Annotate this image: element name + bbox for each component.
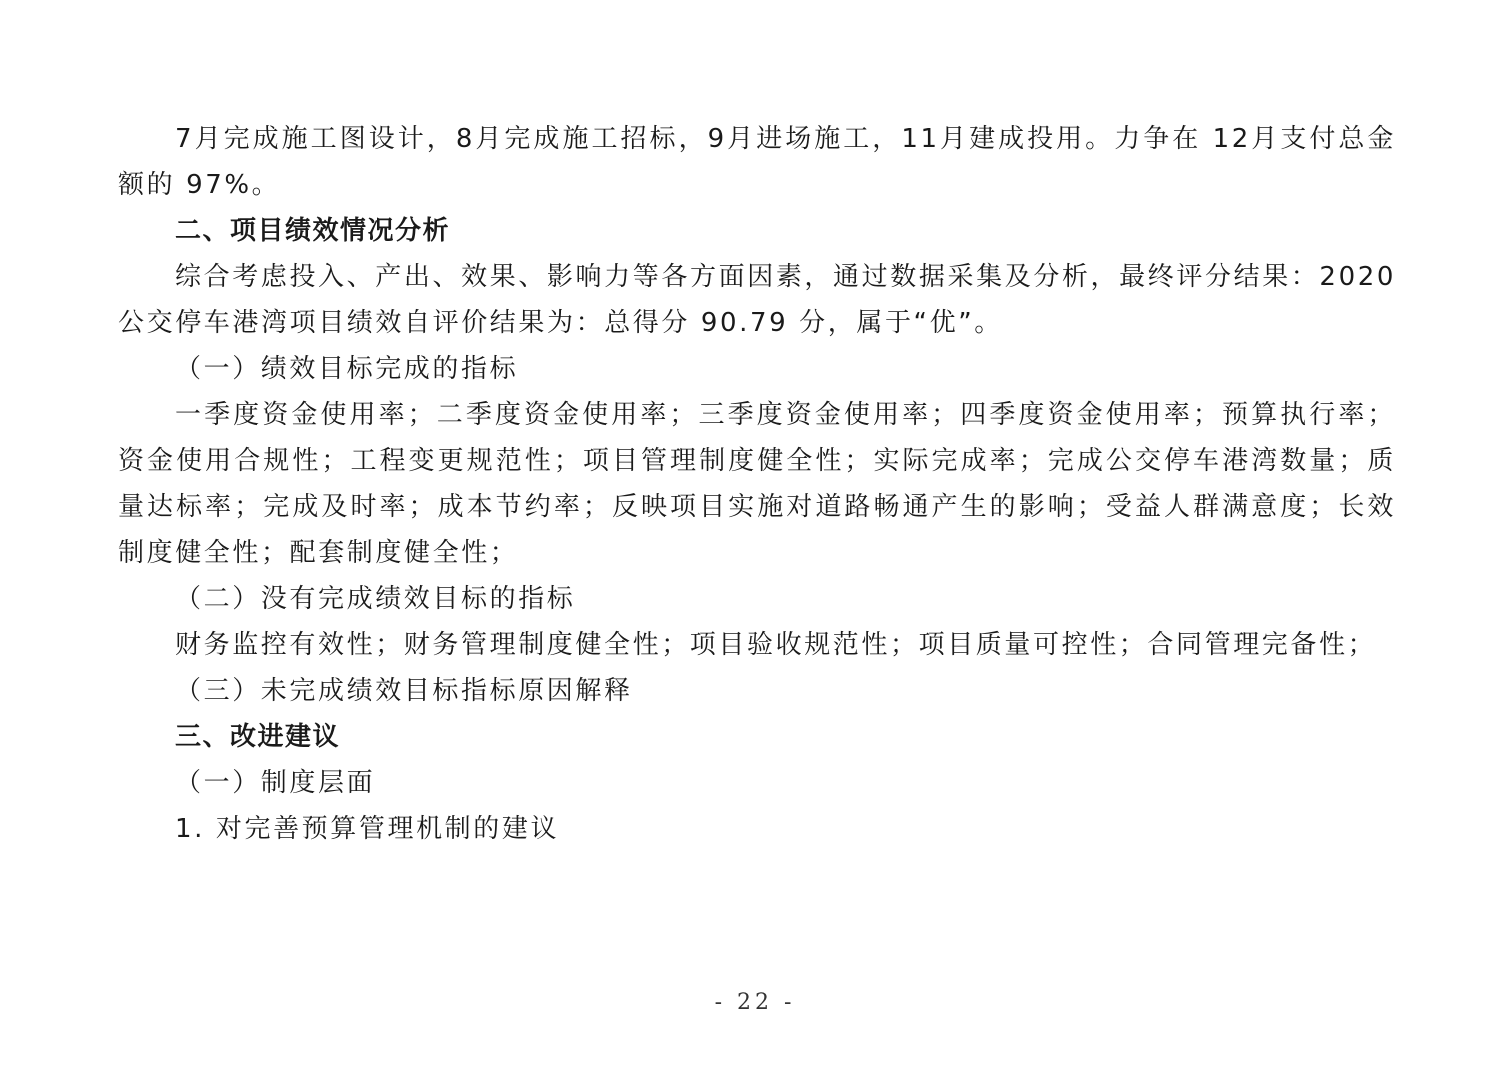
subheading-reason-explanation: （三）未完成绩效目标指标原因解释	[175, 676, 633, 706]
document-body	[118, 116, 1396, 852]
paragraph-completed-indicators: 一季度资金使用率；二季度资金使用率；三季度资金使用率；四季度资金使用率；预算执行率；资金使用合规性；工程变更规范性；项目管理制度健全性；实际完成率；完成公交停车港湾数量；质量达标率；完成及时率；成本节约率；反映项目实施对道路畅通产生的影响；受益人群满意度；长效制度健全性；配套制度健全性；	[118, 400, 1396, 568]
paragraph-uncompleted-indicators: 财务监控有效性；财务管理制度健全性；项目验收规范性；项目质量可控性；合同管理完备性；	[175, 630, 1377, 660]
paragraph-evaluation-result: 综合考虑投入、产出、效果、影响力等各方面因素，通过数据采集及分析，最终评分结果：2020公交停车港湾项目绩效自评价结果为：总得分 90.79 分，属于“优”。	[118, 262, 1396, 338]
paragraph-schedule: 7月完成施工图设计，8月完成施工招标，9月进场施工，11月建成投用。力争在 12月支付总金额的 97%。	[118, 124, 1396, 200]
subheading-uncompleted-indicators: （二）没有完成绩效目标的指标	[175, 584, 576, 614]
subheading-system-level: （一）制度层面	[175, 768, 376, 798]
page-number: - 22 -	[714, 990, 796, 1015]
section-heading-improvement: 三、改进建议	[175, 722, 341, 752]
section-heading-performance-analysis: 二、项目绩效情况分析	[175, 216, 451, 246]
item-budget-mechanism: 1. 对完善预算管理机制的建议	[175, 814, 560, 844]
subheading-completed-indicators: （一）绩效目标完成的指标	[175, 354, 519, 384]
